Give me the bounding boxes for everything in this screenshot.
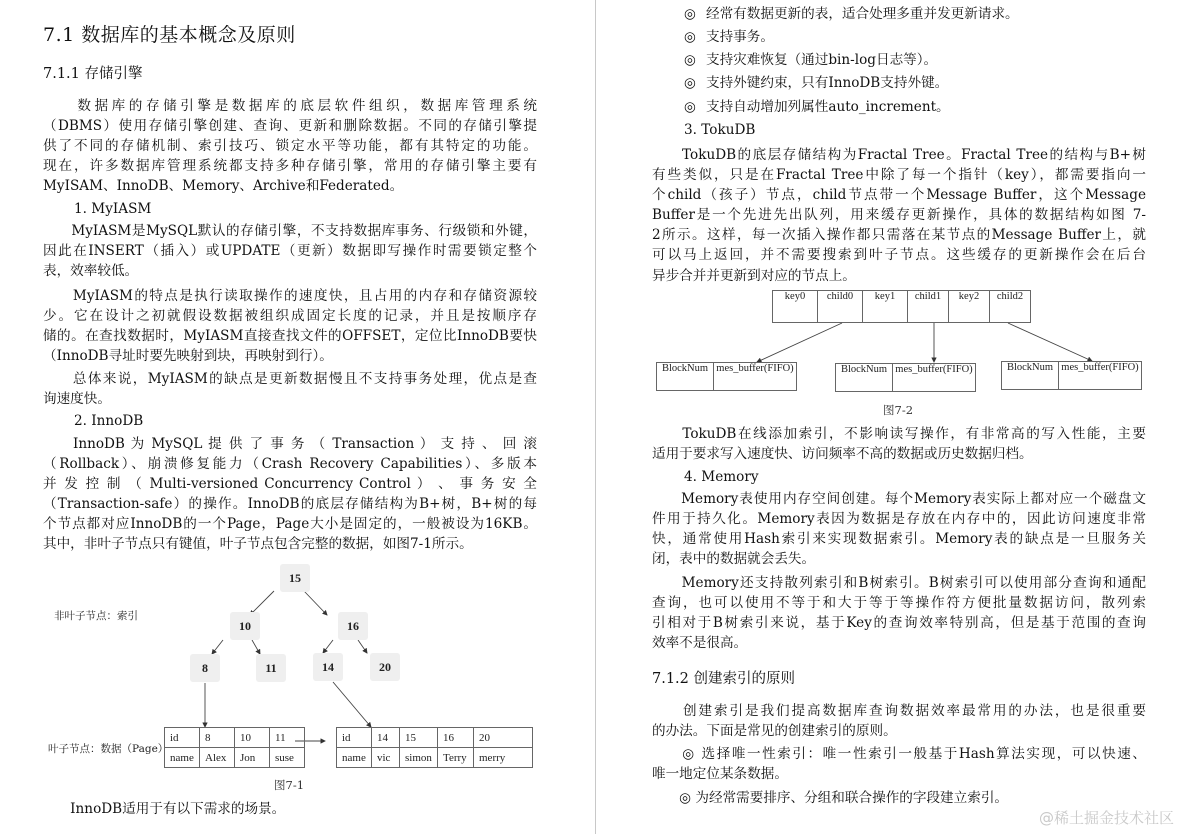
cell: child1 (908, 291, 949, 323)
text-line: InnoDB 为 MySQL 提 供 了 事 务 （ Transaction ） 支 持 、 回 滚 (43, 436, 537, 452)
leaf-page-1 (164, 727, 305, 768)
child-node-2 (835, 363, 976, 392)
text-line: 引相对于B树索引来说，基于Key的查询效率特别高，但是基于范围的查询 (652, 615, 1146, 632)
bullet-icon: ◎ (684, 29, 696, 45)
tokudb-paragraph-2 (652, 424, 1146, 464)
leaf-page-2 (336, 727, 533, 768)
text-line: 供了不同的存储机制、索引技巧、锁定水平等功能，都有其特定的功能。 (43, 138, 537, 155)
cell: BlockNum (836, 364, 893, 392)
bullet-text: 支持外键约束，只有InnoDB支持外键。 (706, 75, 949, 91)
cell: child2 (990, 291, 1031, 323)
text-line: ◎ 选择唯一性索引：唯一性索引一般基于Hash算法实现，可以快速、 (652, 746, 1146, 762)
cell: suse (270, 748, 305, 768)
cell: key0 (773, 291, 818, 323)
text-line: 询速度快。 (43, 391, 111, 408)
cell: child0 (818, 291, 863, 323)
edge-child2 (1008, 323, 1092, 361)
tree-node-14: 14 (313, 653, 343, 681)
tree-node-16: 16 (338, 612, 368, 640)
memory-paragraph-2 (652, 573, 1146, 653)
edge-14-page2 (333, 682, 371, 727)
leaf-label: 叶子节点：数据（Page） (48, 743, 169, 755)
text-line: 数据库的存储引擎是数据库的底层软件组织，数据库管理系统 (43, 98, 537, 114)
bullet-text: 支持事务。 (706, 29, 774, 45)
tree-node-root: 15 (280, 564, 310, 592)
text-line: 表，效率较低。 (43, 263, 139, 280)
cell: id (337, 728, 372, 748)
cell: mes_buffer(FIFO) (714, 363, 797, 391)
text-line: 并 发 控 制 （ Multi-versioned Concurrency Control ） 、 事 务 安 全 (43, 476, 537, 493)
text-line: 适用于要求写入速度快、访问频率不高的数据或历史数据归档。 (652, 446, 1033, 463)
edge-16-14 (323, 640, 333, 653)
index-bullet-2: ◎ 为经常需要排序、分组和联合操作的字段建立索引。 (652, 790, 1009, 806)
cell: simon (400, 748, 438, 768)
leaf-page-2-id-row (337, 728, 533, 748)
figure-7-2-caption: 图7-2 (883, 403, 914, 417)
text-line: TokuDB的底层存储结构为Fractal Tree。Fractal Tree的结构与B+树 (652, 147, 1146, 163)
text-line: 现在，许多数据库管理系统都支持多种存储引擎，常用的存储引擎主要有 (43, 158, 537, 175)
innodb-heading: 2. InnoDB (74, 413, 144, 429)
tree-node-11: 11 (256, 654, 286, 682)
cell: 11 (270, 728, 305, 748)
text-line: MyIASM的特点是执行读取操作的速度快，且占用的内存和存储资源较 (43, 288, 537, 304)
memory-heading: 4. Memory (684, 469, 759, 485)
text-line: TokuDB在线添加索引，不影响读写操作，有非常高的写入性能，主要 (652, 426, 1146, 442)
text-line: 的办法。下面是常见的创建索引的原则。 (652, 723, 897, 740)
text-line: 效率不是很高。 (652, 635, 748, 652)
text-line: （Transaction-safe）的操作。InnoDB的底层存储结构为B+树，B+树的每 (43, 496, 537, 513)
text-line: （Rollback）、崩溃修复能力（Crash Recovery Capabilities）、多版本 (43, 456, 537, 473)
tree-node-8: 8 (190, 654, 220, 682)
cell: BlockNum (1002, 362, 1059, 390)
text-line: Memory还支持散列索引和B树索引。B树索引可以使用部分查询和通配 (652, 575, 1146, 591)
cell: id (165, 728, 200, 748)
text-line: 少。它在设计之初就假设数据被组织成固定长度的记录，并且是按顺序存 (43, 308, 537, 325)
edge-10-8 (212, 640, 223, 654)
cell: 15 (400, 728, 438, 748)
child-node-3 (1001, 361, 1142, 390)
cell: key1 (863, 291, 908, 323)
text-line: Buffer是一个先进先出队列，用来缓存更新操作，具体的数据结构如图 7- (652, 207, 1146, 224)
bullet-text: 支持灾难恢复（通过bin-log日志等）。 (706, 52, 938, 68)
tree-node-20: 20 (370, 653, 400, 681)
text-line: Memory表使用内存空间创建。每个Memory表实际上都对应一个磁盘文 (652, 491, 1146, 507)
cell: name (337, 748, 372, 768)
text-line: 个节点都对应InnoDB的一个Page，Page大小是固定的，一般被设为16KB。 (43, 516, 537, 533)
section-title: 7.1.1 存储引擎 (43, 66, 143, 82)
bullet-icon: ◎ (684, 75, 696, 91)
edge-child0 (757, 323, 842, 362)
bullet-icon: ◎ (684, 99, 696, 115)
leaf-page-1-id-row (165, 728, 305, 748)
memory-paragraph-1 (652, 489, 1146, 569)
text-line: MyIASM是MySQL默认的存储引擎，不支持数据库事务、行级锁和外键， (43, 223, 537, 239)
edge-16-20 (358, 640, 367, 653)
cell: 20 (474, 728, 533, 748)
text-line: 因此在INSERT（插入）或UPDATE（更新）数据即写操作时需要锁定整个 (43, 243, 537, 260)
text-line: 储的。在查找数据时，MyIASM直接查找文件的OFFSET，定位比InnoDB要快 (43, 328, 537, 345)
text-line: 总体来说，MyIASM的缺点是更新数据慢且不支持事务处理，优点是查 (43, 371, 537, 387)
text-line: 异步合并并更新到对应的节点上。 (652, 267, 856, 284)
cell: key2 (949, 291, 990, 323)
text-line: 其中，非叶子节点只有键值，叶子节点包含完整的数据，如图7-1所示。 (43, 536, 473, 553)
edge-15-16 (304, 591, 327, 615)
bullet-icon: ◎ (684, 52, 696, 68)
cell: 16 (438, 728, 474, 748)
cell: 14 (372, 728, 400, 748)
text-line: 2所示。这样，每一次插入操作都只需落在某节点的Message Buffer上，就 (652, 227, 1146, 244)
leaf-page-1-name-row (165, 748, 305, 768)
text-line: 有些类似，只是在Fractal Tree中除了每一个指针（key），都需要指向一 (652, 167, 1146, 184)
text-line: 查询，也可以使用不等于和大于等于等操作符方便批量数据访问，散列索 (652, 595, 1146, 612)
text-line: 个child（孩子）节点，child节点带一个Message Buffer，这个Message (652, 187, 1146, 204)
nonleaf-label: 非叶子节点：索引 (54, 610, 138, 622)
cell: name (165, 748, 200, 768)
tokudb-heading: 3. TokuDB (684, 122, 756, 138)
cell: mes_buffer(FIFO) (1059, 362, 1142, 390)
bullet-icon: ◎ (684, 6, 696, 22)
cell: merry (474, 748, 533, 768)
index-bullet-1 (652, 744, 1146, 784)
cell: mes_buffer(FIFO) (893, 364, 976, 392)
text-line: （DBMS）使用存储引擎创建、查询、更新和删除数据。不同的存储引擎提 (43, 118, 537, 135)
innodb-scenarios-intro: InnoDB适用于有以下需求的场景。 (43, 801, 286, 817)
text-line: MyISAM、InnoDB、Memory、Archive和Federated。 (43, 178, 404, 195)
right-page (596, 0, 1182, 834)
chapter-title: 7.1 数据库的基本概念及原则 (43, 24, 296, 46)
text-line: 创建索引是我们提高数据库查询数据效率最常用的办法，也是很重要 (652, 703, 1146, 719)
text-line: 件用于持久化。Memory表因为数据是存放在内存中的，因此访问速度非常 (652, 511, 1146, 528)
cell: BlockNum (657, 363, 714, 391)
child-node-1 (656, 362, 797, 391)
tree-node-10: 10 (230, 612, 260, 640)
section-title-index: 7.1.2 创建索引的原则 (652, 671, 796, 687)
figure-7-1-caption: 图7-1 (274, 778, 305, 792)
index-intro-paragraph (652, 701, 1146, 741)
bullet-text: 经常有数据更新的表，适合处理多重并发更新请求。 (706, 6, 1019, 22)
cell: vic (372, 748, 400, 768)
text-line: 可以马上返回，并不需要搜索到叶子节点。这些缓存的更新操作会在后台 (652, 247, 1146, 264)
bullet-text: 支持自动增加列属性auto_increment。 (706, 99, 950, 115)
text-line: 唯一地定位某条数据。 (652, 766, 788, 783)
edge-10-11 (252, 640, 260, 654)
myisam-heading: 1. MyIASM (74, 201, 152, 217)
cell: Jon (235, 748, 270, 768)
cell: 8 (200, 728, 235, 748)
watermark: @稀土掘金技术社区 (1038, 809, 1174, 827)
text-line: 闭，表中的数据就会丢失。 (652, 551, 816, 568)
leaf-page-2-name-row (337, 748, 533, 768)
text-line: （InnoDB寻址时要先映射到块，再映射到行）。 (43, 348, 333, 365)
text-line: 快，通常使用Hash索引来实现数据索引。Memory表的缺点是一旦服务关 (652, 531, 1146, 548)
cell: 10 (235, 728, 270, 748)
cell: Alex (200, 748, 235, 768)
cell: Terry (438, 748, 474, 768)
